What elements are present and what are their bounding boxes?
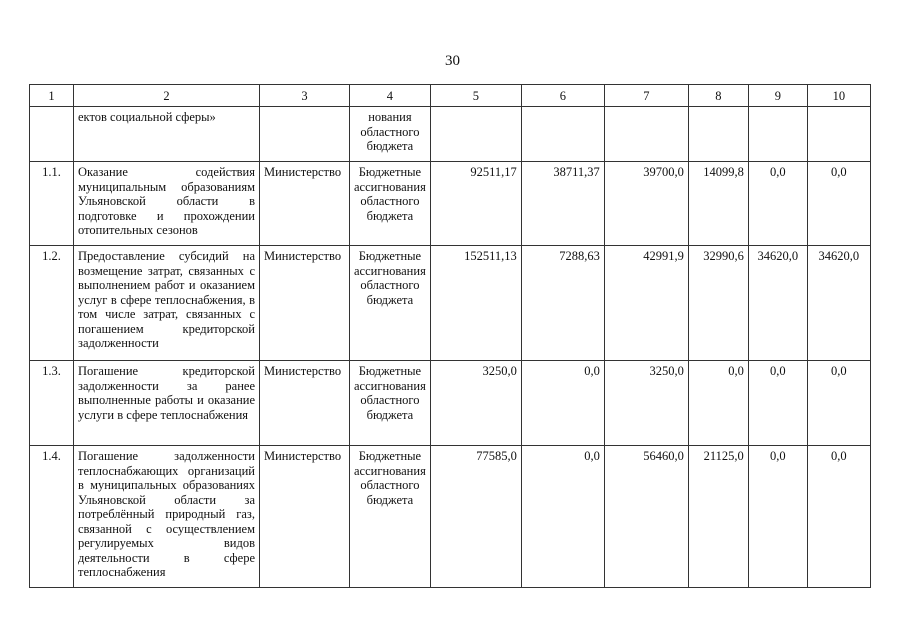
- row-source: нования областного бюджета: [350, 107, 431, 162]
- row-value-8: 21125,0: [688, 446, 748, 588]
- row-name: Погашение кредиторской задолженности за ранее выполненные работы и оказание услуги в сфере теплоснабжения: [74, 361, 260, 446]
- header-cell: 10: [807, 85, 870, 107]
- row-value-9: 0,0: [748, 446, 807, 588]
- row-value-6: 0,0: [521, 361, 604, 446]
- row-value-10: [807, 107, 870, 162]
- table-row: [30, 446, 871, 588]
- page-number: 30: [445, 53, 460, 69]
- row-value-8: 0,0: [688, 361, 748, 446]
- row-number: [30, 107, 74, 162]
- row-value-6: 0,0: [521, 446, 604, 588]
- row-value-8: 14099,8: [688, 162, 748, 246]
- row-value-5: 77585,0: [430, 446, 521, 588]
- header-cell: 7: [604, 85, 688, 107]
- row-value-7: [604, 107, 688, 162]
- row-name: ектов социальной сферы»: [74, 107, 260, 162]
- row-source: Бюджетные ассигнования областного бюджета: [350, 246, 431, 361]
- row-value-6: [521, 107, 604, 162]
- header-cell: 6: [521, 85, 604, 107]
- row-value-5: [430, 107, 521, 162]
- row-number: 1.3.: [30, 361, 74, 446]
- row-value-10: 0,0: [807, 446, 870, 588]
- budget-table: [29, 84, 871, 588]
- row-value-10: 0,0: [807, 162, 870, 246]
- row-value-5: 3250,0: [430, 361, 521, 446]
- row-value-10: 34620,0: [807, 246, 870, 361]
- row-name: Погашение задолженности теплоснабжающих организаций в муниципальных образованиях Ульяновской области за потреблённый природный газ, связанной с осуществлением регулируемых видов деятельности в сфере теплоснабжения: [74, 446, 260, 588]
- row-value-5: 92511,17: [430, 162, 521, 246]
- row-value-7: 56460,0: [604, 446, 688, 588]
- row-name: Предоставление субсидий на возмещение затрат, связанных с выполнением работ и оказанием услуг в сфере теплоснабжения, в том числе затрат, связанных с погашением кредиторской задолженности: [74, 246, 260, 361]
- header-cell: 4: [350, 85, 431, 107]
- table-row: [30, 361, 871, 446]
- row-value-10: 0,0: [807, 361, 870, 446]
- row-source: Бюджетные ассигнования областного бюджета: [350, 446, 431, 588]
- row-name: Оказание содействия муниципальным образованиям Ульяновской области в подготовке и прохождении отопительных сезонов: [74, 162, 260, 246]
- row-value-9: [748, 107, 807, 162]
- header-cell: 2: [74, 85, 260, 107]
- row-executor: Министерство: [260, 361, 350, 446]
- row-executor: Министерство: [260, 246, 350, 361]
- header-cell: 9: [748, 85, 807, 107]
- row-value-7: 39700,0: [604, 162, 688, 246]
- row-value-6: 7288,63: [521, 246, 604, 361]
- row-value-9: 0,0: [748, 361, 807, 446]
- row-value-8: 32990,6: [688, 246, 748, 361]
- row-source: Бюджетные ассигнования областного бюджета: [350, 162, 431, 246]
- row-executor: Министерство: [260, 162, 350, 246]
- row-value-5: 152511,13: [430, 246, 521, 361]
- row-value-7: 3250,0: [604, 361, 688, 446]
- header-cell: 8: [688, 85, 748, 107]
- row-source: Бюджетные ассигнования областного бюджета: [350, 361, 431, 446]
- table-row: [30, 162, 871, 246]
- header-row: [30, 85, 871, 107]
- row-value-9: 34620,0: [748, 246, 807, 361]
- row-executor: [260, 107, 350, 162]
- table-row: [30, 107, 871, 162]
- row-value-8: [688, 107, 748, 162]
- row-number: 1.1.: [30, 162, 74, 246]
- row-number: 1.2.: [30, 246, 74, 361]
- header-cell: 5: [430, 85, 521, 107]
- header-cell: 3: [260, 85, 350, 107]
- row-value-9: 0,0: [748, 162, 807, 246]
- row-number: 1.4.: [30, 446, 74, 588]
- row-value-6: 38711,37: [521, 162, 604, 246]
- table-row: [30, 246, 871, 361]
- header-cell: 1: [30, 85, 74, 107]
- row-value-7: 42991,9: [604, 246, 688, 361]
- row-executor: Министерство: [260, 446, 350, 588]
